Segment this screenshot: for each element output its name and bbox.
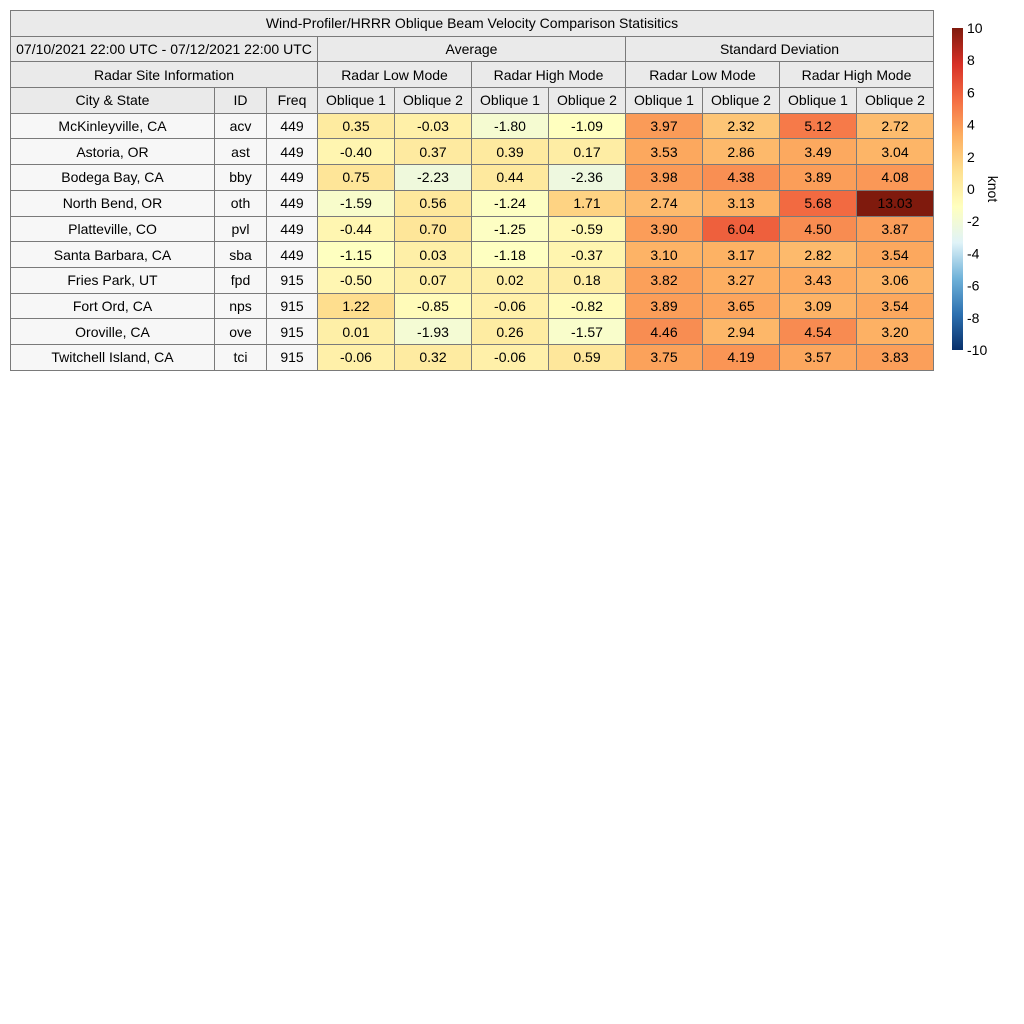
value-cell: -1.24 <box>472 190 549 216</box>
value-cell: -0.37 <box>549 242 626 268</box>
value-cell: -2.36 <box>549 165 626 191</box>
colorbar-tick-label: 10 <box>967 20 983 36</box>
site-freq: 915 <box>267 344 318 370</box>
site-id: bby <box>215 165 267 191</box>
site-id: tci <box>215 344 267 370</box>
site-city: Oroville, CA <box>11 319 215 345</box>
value-cell: 13.03 <box>857 190 934 216</box>
column-header: Oblique 1 <box>472 88 549 114</box>
value-cell: 0.39 <box>472 139 549 165</box>
site-city: Fries Park, UT <box>11 267 215 293</box>
value-cell: 0.70 <box>395 216 472 242</box>
mode-header: Radar Low Mode <box>318 62 472 88</box>
value-cell: -0.82 <box>549 293 626 319</box>
value-cell: -1.93 <box>395 319 472 345</box>
site-freq: 449 <box>267 190 318 216</box>
value-cell: 0.32 <box>395 344 472 370</box>
value-cell: 2.72 <box>857 113 934 139</box>
table-title: Wind-Profiler/HRRR Oblique Beam Velocity Comparison Statisitics <box>11 11 934 37</box>
value-cell: 3.10 <box>626 242 703 268</box>
colorbar-tick-label: 2 <box>967 148 975 165</box>
site-id: nps <box>215 293 267 319</box>
value-cell: 0.02 <box>472 267 549 293</box>
site-id: oth <box>215 190 267 216</box>
value-cell: -1.57 <box>549 319 626 345</box>
value-cell: -0.06 <box>472 344 549 370</box>
column-header: Oblique 2 <box>857 88 934 114</box>
value-cell: -1.25 <box>472 216 549 242</box>
value-cell: 3.09 <box>780 293 857 319</box>
column-header: Oblique 2 <box>549 88 626 114</box>
site-city: Fort Ord, CA <box>11 293 215 319</box>
colorbar <box>940 20 1024 360</box>
value-cell: -0.06 <box>472 293 549 319</box>
site-info-header: Radar Site Information <box>11 62 318 88</box>
value-cell: 0.44 <box>472 165 549 191</box>
site-freq: 449 <box>267 216 318 242</box>
mode-header: Radar High Mode <box>780 62 934 88</box>
value-cell: 3.97 <box>626 113 703 139</box>
table-row <box>11 293 934 319</box>
value-cell: -1.18 <box>472 242 549 268</box>
value-cell: 0.37 <box>395 139 472 165</box>
site-city: Twitchell Island, CA <box>11 344 215 370</box>
std-header: Standard Deviation <box>626 36 934 62</box>
colorbar-tick-label: 0 <box>967 181 975 197</box>
value-cell: -0.44 <box>318 216 395 242</box>
value-cell: 0.01 <box>318 319 395 345</box>
table-row <box>11 113 934 139</box>
mode-header: Radar Low Mode <box>626 62 780 88</box>
column-header: Oblique 2 <box>703 88 780 114</box>
value-cell: -1.09 <box>549 113 626 139</box>
site-city: McKinleyville, CA <box>11 113 215 139</box>
value-cell: -0.03 <box>395 113 472 139</box>
value-cell: 2.94 <box>703 319 780 345</box>
colorbar-tick-label: 8 <box>967 52 975 69</box>
value-cell: 2.74 <box>626 190 703 216</box>
value-cell: 4.50 <box>780 216 857 242</box>
column-header: Oblique 1 <box>318 88 395 114</box>
colorbar-tick-label: -8 <box>967 309 980 326</box>
value-cell: -0.85 <box>395 293 472 319</box>
value-cell: -1.80 <box>472 113 549 139</box>
value-cell: 4.08 <box>857 165 934 191</box>
value-cell: -0.06 <box>318 344 395 370</box>
value-cell: 1.71 <box>549 190 626 216</box>
value-cell: 4.38 <box>703 165 780 191</box>
value-cell: -1.59 <box>318 190 395 216</box>
value-cell: 3.75 <box>626 344 703 370</box>
value-cell: 3.20 <box>857 319 934 345</box>
site-freq: 915 <box>267 319 318 345</box>
table-row <box>11 216 934 242</box>
value-cell: 0.26 <box>472 319 549 345</box>
value-cell: -0.40 <box>318 139 395 165</box>
site-id: ast <box>215 139 267 165</box>
colorbar-label: knot <box>985 175 1001 203</box>
value-cell: 3.82 <box>626 267 703 293</box>
value-cell: 3.98 <box>626 165 703 191</box>
value-cell: 3.90 <box>626 216 703 242</box>
value-cell: 3.17 <box>703 242 780 268</box>
site-city: Santa Barbara, CA <box>11 242 215 268</box>
site-freq: 915 <box>267 293 318 319</box>
colorbar-tick-label: -10 <box>967 342 988 358</box>
value-cell: 3.83 <box>857 344 934 370</box>
value-cell: 2.32 <box>703 113 780 139</box>
column-header: Oblique 1 <box>780 88 857 114</box>
stats-table <box>10 10 934 371</box>
mode-header: Radar High Mode <box>472 62 626 88</box>
value-cell: 3.49 <box>780 139 857 165</box>
colorbar-gradient <box>952 28 963 350</box>
value-cell: 3.54 <box>857 293 934 319</box>
value-cell: 3.57 <box>780 344 857 370</box>
value-cell: 3.04 <box>857 139 934 165</box>
value-cell: 3.65 <box>703 293 780 319</box>
column-header: Oblique 2 <box>395 88 472 114</box>
column-header-row <box>11 88 934 114</box>
table-row <box>11 139 934 165</box>
table-row <box>11 242 934 268</box>
column-header: Oblique 1 <box>626 88 703 114</box>
value-cell: 3.53 <box>626 139 703 165</box>
value-cell: -0.50 <box>318 267 395 293</box>
value-cell: -2.23 <box>395 165 472 191</box>
value-cell: 0.03 <box>395 242 472 268</box>
value-cell: 3.06 <box>857 267 934 293</box>
value-cell: 3.27 <box>703 267 780 293</box>
site-city: North Bend, OR <box>11 190 215 216</box>
site-city: Bodega Bay, CA <box>11 165 215 191</box>
value-cell: 2.86 <box>703 139 780 165</box>
value-cell: 4.54 <box>780 319 857 345</box>
value-cell: 6.04 <box>703 216 780 242</box>
site-freq: 449 <box>267 242 318 268</box>
site-freq: 915 <box>267 267 318 293</box>
colorbar-tick-label: -6 <box>967 277 980 294</box>
colorbar-tick-label: 4 <box>967 116 975 133</box>
site-id: acv <box>215 113 267 139</box>
site-id: sba <box>215 242 267 268</box>
table-row <box>11 267 934 293</box>
value-cell: 0.17 <box>549 139 626 165</box>
table-row <box>11 190 934 216</box>
table-row <box>11 319 934 345</box>
site-id: ove <box>215 319 267 345</box>
value-cell: 5.68 <box>780 190 857 216</box>
value-cell: -0.59 <box>549 216 626 242</box>
site-id: fpd <box>215 267 267 293</box>
column-header: Freq <box>267 88 318 114</box>
value-cell: 0.07 <box>395 267 472 293</box>
value-cell: 3.54 <box>857 242 934 268</box>
value-cell: 4.19 <box>703 344 780 370</box>
table-row <box>11 344 934 370</box>
value-cell: 3.89 <box>626 293 703 319</box>
average-header: Average <box>318 36 626 62</box>
table-row <box>11 165 934 191</box>
site-city: Platteville, CO <box>11 216 215 242</box>
site-id: pvl <box>215 216 267 242</box>
value-cell: 4.46 <box>626 319 703 345</box>
value-cell: 1.22 <box>318 293 395 319</box>
colorbar-tick-label: -2 <box>967 213 980 230</box>
site-city: Astoria, OR <box>11 139 215 165</box>
colorbar-tick-label: -4 <box>967 245 980 262</box>
value-cell: 3.43 <box>780 267 857 293</box>
column-header: ID <box>215 88 267 114</box>
value-cell: 2.82 <box>780 242 857 268</box>
site-freq: 449 <box>267 139 318 165</box>
site-freq: 449 <box>267 165 318 191</box>
value-cell: -1.15 <box>318 242 395 268</box>
value-cell: 0.75 <box>318 165 395 191</box>
value-cell: 0.35 <box>318 113 395 139</box>
value-cell: 0.59 <box>549 344 626 370</box>
value-cell: 3.13 <box>703 190 780 216</box>
date-range: 07/10/2021 22:00 UTC - 07/12/2021 22:00 UTC <box>11 36 318 62</box>
column-header: City & State <box>11 88 215 114</box>
colorbar-tick-label: 6 <box>967 84 975 101</box>
value-cell: 0.56 <box>395 190 472 216</box>
value-cell: 3.89 <box>780 165 857 191</box>
value-cell: 3.87 <box>857 216 934 242</box>
value-cell: 5.12 <box>780 113 857 139</box>
value-cell: 0.18 <box>549 267 626 293</box>
site-freq: 449 <box>267 113 318 139</box>
